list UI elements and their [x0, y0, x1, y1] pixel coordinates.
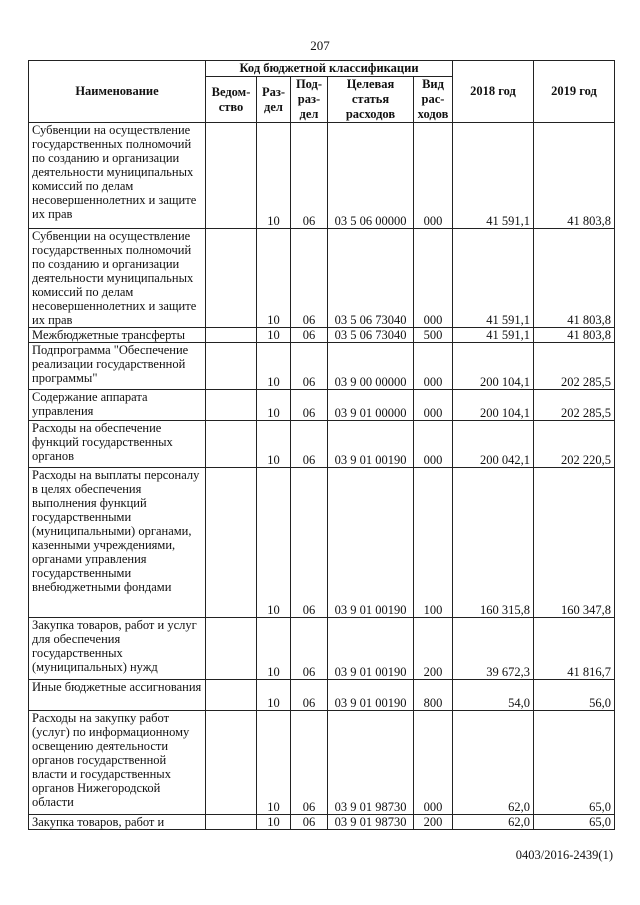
header-razdel: Раз- дел [257, 77, 291, 123]
table-row [29, 343, 615, 390]
row-name: Расходы на обеспечение функций государственных органов [29, 421, 206, 468]
row-csr: 03 5 06 73040 [328, 229, 414, 328]
row-name: Субвенции на осуществление государственных полномочий по созданию и организации деятельности муниципальных комиссий по делам несовершеннолетних и защите их прав [29, 123, 206, 229]
row-amount-2019: 65,0 [534, 815, 615, 830]
row-vr: 000 [414, 421, 453, 468]
row-vr: 800 [414, 680, 453, 711]
row-vr: 200 [414, 815, 453, 830]
row-razdel: 10 [257, 229, 291, 328]
row-csr: 03 9 01 00190 [328, 421, 414, 468]
table-row [29, 618, 615, 680]
header-2019: 2019 год [534, 61, 615, 123]
row-csr: 03 9 01 00190 [328, 680, 414, 711]
row-vedomstvo [206, 618, 257, 680]
row-razdel: 10 [257, 328, 291, 343]
row-vedomstvo [206, 815, 257, 830]
row-vedomstvo [206, 229, 257, 328]
row-amount-2018: 39 672,3 [453, 618, 534, 680]
row-razdel: 10 [257, 618, 291, 680]
row-vedomstvo [206, 123, 257, 229]
budget-table [28, 60, 615, 830]
row-podrazdel: 06 [291, 680, 328, 711]
row-razdel: 10 [257, 343, 291, 390]
table-row [29, 711, 615, 815]
row-name: Расходы на закупку работ (услуг) по информационному освещению деятельности органов государственной власти и государственных органов Нижегородской области [29, 711, 206, 815]
row-amount-2019: 160 347,8 [534, 468, 615, 618]
row-amount-2018: 54,0 [453, 680, 534, 711]
row-vedomstvo [206, 711, 257, 815]
header-name: Наименование [29, 61, 206, 123]
header-code-group: Код бюджетной классификации [206, 61, 453, 77]
row-amount-2018: 160 315,8 [453, 468, 534, 618]
header-csr: Целевая статья расходов [328, 77, 414, 123]
row-razdel: 10 [257, 815, 291, 830]
row-vr: 000 [414, 711, 453, 815]
table-row [29, 421, 615, 468]
table-row [29, 328, 615, 343]
row-vr: 000 [414, 390, 453, 421]
row-name: Межбюджетные трансферты [29, 328, 206, 343]
row-amount-2019: 41 803,8 [534, 123, 615, 229]
row-podrazdel: 06 [291, 815, 328, 830]
row-amount-2018: 200 042,1 [453, 421, 534, 468]
row-razdel: 10 [257, 468, 291, 618]
row-amount-2018: 200 104,1 [453, 343, 534, 390]
row-razdel: 10 [257, 680, 291, 711]
row-vr: 000 [414, 343, 453, 390]
header-vedomstvo: Ведом- ство [206, 77, 257, 123]
row-razdel: 10 [257, 123, 291, 229]
row-name: Содержание аппарата управления [29, 390, 206, 421]
row-amount-2018: 41 591,1 [453, 123, 534, 229]
row-name: Расходы на выплаты персоналу в целях обеспечения выполнения функций государственными (муниципальными) органами, казенными учреждениями, органами управления государственными внебюджетными фондами [29, 468, 206, 618]
row-razdel: 10 [257, 711, 291, 815]
row-amount-2019: 41 803,8 [534, 229, 615, 328]
header-podrazdel: Под- раз- дел [291, 77, 328, 123]
table-row [29, 815, 615, 830]
row-amount-2018: 62,0 [453, 815, 534, 830]
row-vr: 000 [414, 123, 453, 229]
row-vedomstvo [206, 390, 257, 421]
header-vr: Вид рас- ходов [414, 77, 453, 123]
row-amount-2019: 202 220,5 [534, 421, 615, 468]
table-row [29, 229, 615, 328]
row-csr: 03 9 01 00000 [328, 390, 414, 421]
row-csr: 03 9 00 00000 [328, 343, 414, 390]
row-amount-2018: 41 591,1 [453, 328, 534, 343]
row-amount-2018: 200 104,1 [453, 390, 534, 421]
row-name: Иные бюджетные ассигнования [29, 680, 206, 711]
row-csr: 03 5 06 00000 [328, 123, 414, 229]
row-razdel: 10 [257, 421, 291, 468]
row-name: Подпрограмма "Обеспечение реализации государственной программы" [29, 343, 206, 390]
row-vr: 000 [414, 229, 453, 328]
row-csr: 03 5 06 73040 [328, 328, 414, 343]
row-podrazdel: 06 [291, 229, 328, 328]
row-podrazdel: 06 [291, 421, 328, 468]
row-amount-2019: 202 285,5 [534, 343, 615, 390]
header-2018: 2018 год [453, 61, 534, 123]
row-vedomstvo [206, 343, 257, 390]
table-row [29, 390, 615, 421]
row-name: Закупка товаров, работ и услуг для обеспечения государственных (муниципальных) нужд [29, 618, 206, 680]
row-podrazdel: 06 [291, 328, 328, 343]
row-amount-2019: 41 803,8 [534, 328, 615, 343]
row-podrazdel: 06 [291, 618, 328, 680]
row-amount-2019: 202 285,5 [534, 390, 615, 421]
table-row [29, 680, 615, 711]
row-name: Субвенции на осуществление государственных полномочий по созданию и организации деятельности муниципальных комиссий по делам несовершеннолетних и защите их прав [29, 229, 206, 328]
row-podrazdel: 06 [291, 123, 328, 229]
row-amount-2019: 41 816,7 [534, 618, 615, 680]
row-amount-2019: 56,0 [534, 680, 615, 711]
row-vr: 100 [414, 468, 453, 618]
row-csr: 03 9 01 98730 [328, 815, 414, 830]
row-vr: 500 [414, 328, 453, 343]
row-podrazdel: 06 [291, 390, 328, 421]
row-vr: 200 [414, 618, 453, 680]
row-csr: 03 9 01 00190 [328, 618, 414, 680]
document-code: 0403/2016-2439(1) [515, 848, 613, 862]
row-vedomstvo [206, 680, 257, 711]
row-amount-2018: 41 591,1 [453, 229, 534, 328]
row-podrazdel: 06 [291, 468, 328, 618]
row-vedomstvo [206, 421, 257, 468]
page-number: 207 [310, 38, 330, 53]
row-vedomstvo [206, 328, 257, 343]
row-csr: 03 9 01 00190 [328, 468, 414, 618]
row-amount-2019: 65,0 [534, 711, 615, 815]
table-row [29, 468, 615, 618]
row-amount-2018: 62,0 [453, 711, 534, 815]
table-row [29, 123, 615, 229]
row-podrazdel: 06 [291, 711, 328, 815]
row-razdel: 10 [257, 390, 291, 421]
row-name: Закупка товаров, работ и [29, 815, 206, 830]
row-csr: 03 9 01 98730 [328, 711, 414, 815]
row-podrazdel: 06 [291, 343, 328, 390]
row-vedomstvo [206, 468, 257, 618]
